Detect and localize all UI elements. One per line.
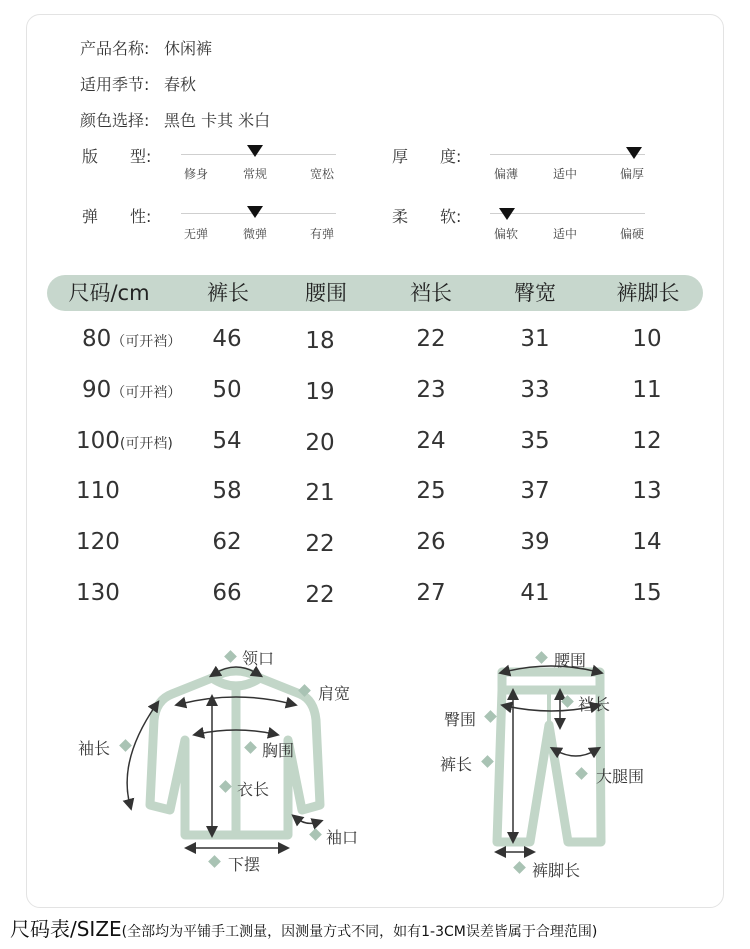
size-value: 90 xyxy=(82,377,112,403)
scale-tick: 偏硬 xyxy=(619,227,645,241)
label-shoulder: 肩宽 xyxy=(318,684,351,703)
size-value: 80 xyxy=(82,326,112,352)
table-cell: 58 xyxy=(212,478,242,504)
label-pants-length: 裤长 xyxy=(440,755,473,774)
table-cell: 27 xyxy=(416,580,446,606)
table-cell: 20 xyxy=(305,430,335,456)
scale-tick: 修身 xyxy=(183,167,209,181)
table-cell: 21 xyxy=(305,480,335,506)
scale-label: 厚 度: xyxy=(392,147,462,166)
thigh-arrow xyxy=(555,750,596,756)
size-value: 100 xyxy=(76,428,120,454)
table-cell: 15 xyxy=(632,580,662,606)
table-cell: 22 xyxy=(305,531,335,557)
table-cell: 25 xyxy=(416,478,446,504)
table-cell: 39 xyxy=(520,529,550,555)
header-pants-length: 裤长 xyxy=(207,281,249,305)
info-value: 休闲裤 xyxy=(164,39,213,58)
scale-tick: 适中 xyxy=(552,167,578,181)
info-label: 产品名称: xyxy=(80,39,150,58)
label-cuff: 袖口 xyxy=(326,828,359,847)
scale-tick: 偏软 xyxy=(493,227,519,241)
label-hip: 臀围 xyxy=(444,710,477,729)
scale-label: 柔 软: xyxy=(392,207,462,226)
size-note: （可开裆） xyxy=(111,385,182,401)
scale-label: 弹 性: xyxy=(82,207,152,226)
table-cell: 54 xyxy=(212,428,242,454)
scale-tick: 微弹 xyxy=(242,227,268,241)
footer-note: (全部均为平铺手工测量，因测量方式不同，如有1-3CM误差皆属于合理范围) xyxy=(121,924,598,940)
label-jacket-length: 衣长 xyxy=(237,780,270,799)
table-cell: 31 xyxy=(520,326,550,352)
table-cell: 13 xyxy=(632,478,662,504)
scale-tick: 适中 xyxy=(552,227,578,241)
header-size: 尺码/cm xyxy=(68,281,150,305)
footer-caption xyxy=(10,913,597,942)
header-waist: 腰围 xyxy=(305,281,347,305)
scale-tick: 常规 xyxy=(242,167,268,181)
table-cell: 62 xyxy=(212,529,242,555)
table-cell: 12 xyxy=(632,428,662,454)
label-rise: 裆长 xyxy=(578,695,611,714)
table-cell: 18 xyxy=(305,328,335,354)
size-note: （可开裆） xyxy=(111,334,182,350)
info-label: 颜色选择: xyxy=(80,111,150,130)
cuff-arrow xyxy=(296,818,318,823)
jacket-outline xyxy=(150,671,320,835)
label-waist: 腰围 xyxy=(554,651,587,670)
table-cell: 41 xyxy=(520,580,550,606)
table-cell: 50 xyxy=(212,377,242,403)
label-thigh: 大腿围 xyxy=(596,767,645,786)
size-value: 130 xyxy=(76,580,120,606)
header-rise: 裆长 xyxy=(410,281,452,305)
scale-tick: 宽松 xyxy=(309,167,335,181)
footer-title: 尺码表/SIZE xyxy=(10,917,122,941)
table-cell: 19 xyxy=(305,379,335,405)
table-cell: 23 xyxy=(416,377,446,403)
table-cell: 24 xyxy=(416,428,446,454)
table-cell: 22 xyxy=(305,582,335,608)
info-value: 黑色 卡其 米白 xyxy=(164,111,271,130)
table-cell: 33 xyxy=(520,377,550,403)
label-chest: 胸围 xyxy=(262,741,295,760)
header-hip: 臀宽 xyxy=(514,281,556,305)
size-note: (可开档) xyxy=(119,436,173,452)
table-cell: 37 xyxy=(520,478,550,504)
size-value: 120 xyxy=(76,529,120,555)
table-cell: 26 xyxy=(416,529,446,555)
scale-tick: 偏厚 xyxy=(619,167,645,181)
table-cell: 10 xyxy=(632,326,662,352)
info-label: 适用季节: xyxy=(80,75,150,94)
table-cell: 22 xyxy=(416,326,446,352)
table-cell: 66 xyxy=(212,580,242,606)
info-value: 春秋 xyxy=(164,75,197,94)
label-sleeve: 袖长 xyxy=(78,739,111,758)
table-cell: 14 xyxy=(632,529,662,555)
header-leg-opening: 裤脚长 xyxy=(616,281,680,305)
table-cell: 46 xyxy=(212,326,242,352)
scale-tick: 有弹 xyxy=(309,227,335,241)
scale-tick: 偏薄 xyxy=(493,167,519,181)
scale-tick: 无弹 xyxy=(183,227,209,241)
label-collar: 领口 xyxy=(242,649,275,668)
table-cell: 11 xyxy=(632,377,662,403)
table-cell: 35 xyxy=(520,428,550,454)
label-leg-opening: 裤脚长 xyxy=(532,861,581,880)
scale-label: 版 型: xyxy=(82,147,152,166)
size-value: 110 xyxy=(76,478,120,504)
label-hem: 下摆 xyxy=(228,855,261,874)
